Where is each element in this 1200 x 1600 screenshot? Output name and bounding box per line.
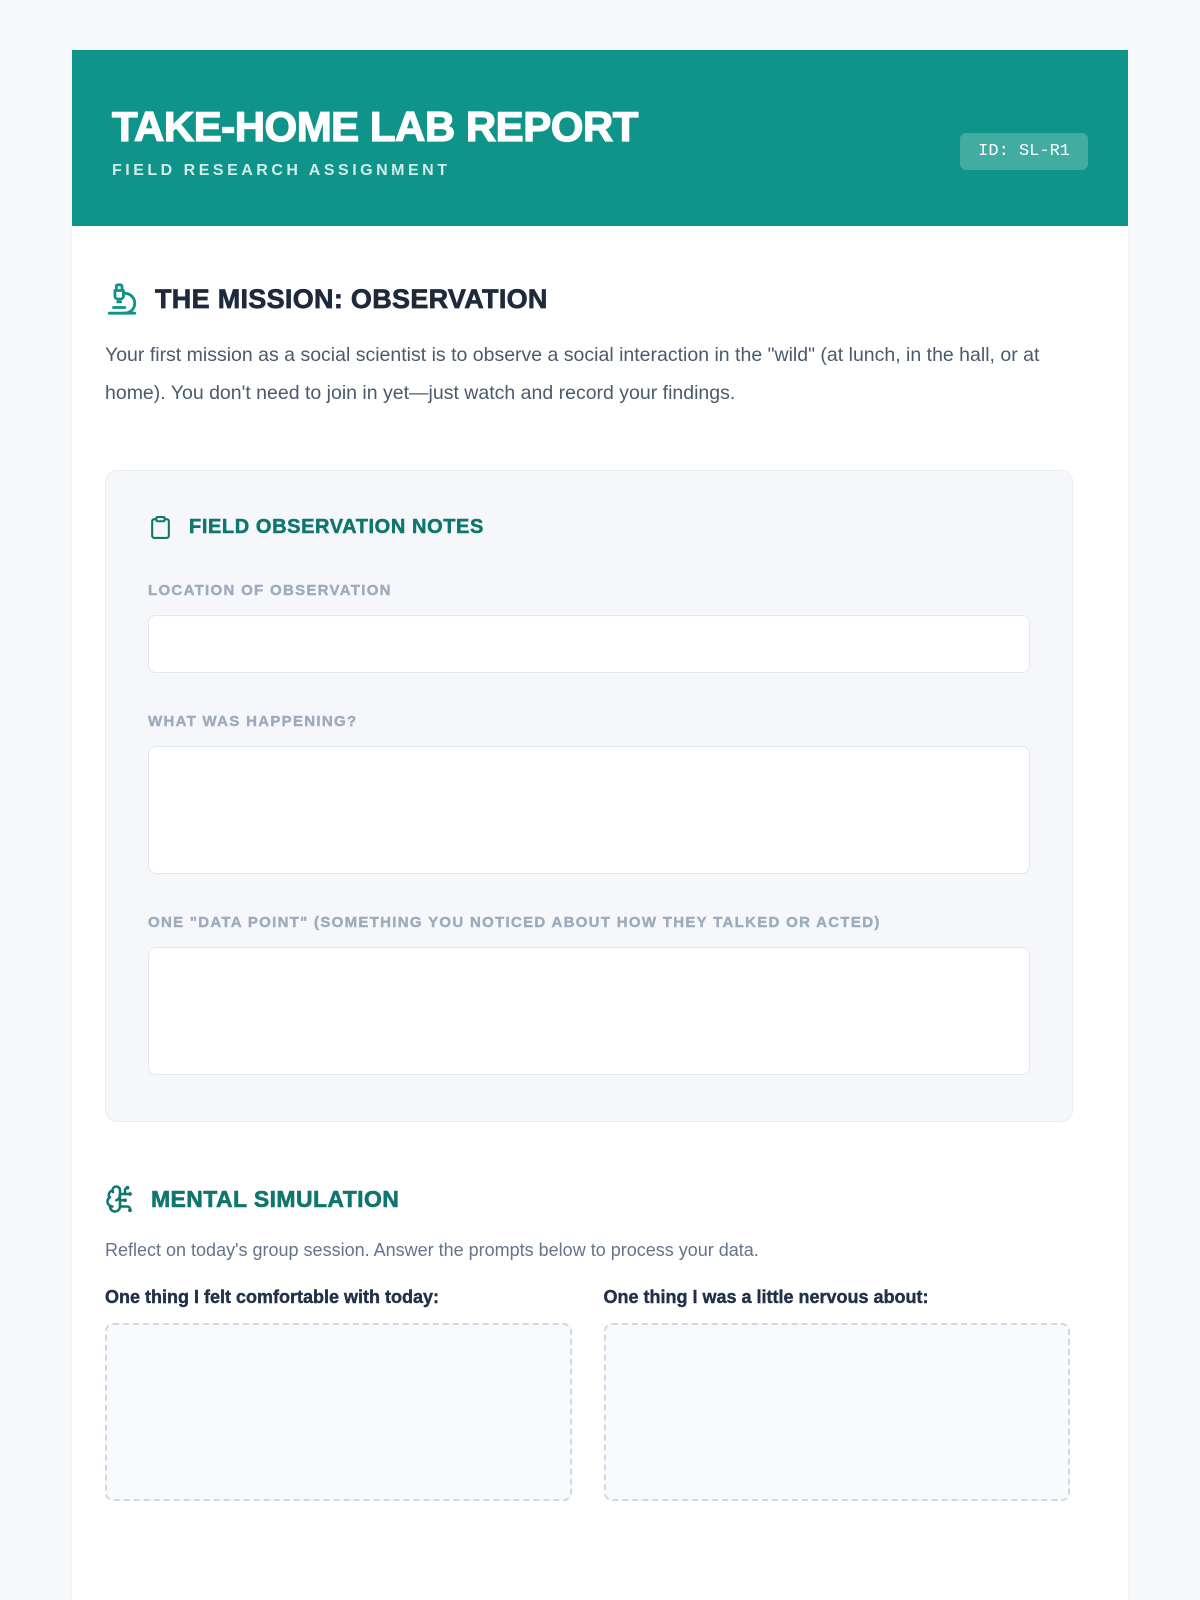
location-field-label: LOCATION OF OBSERVATION — [148, 582, 392, 600]
mental-simulation-section — [105, 1184, 1073, 1501]
nervous-prompt-label: One thing I was a little nervous about: — [603, 1287, 929, 1308]
comfortable-answer-box[interactable] — [105, 1323, 572, 1501]
brain-circuit-icon — [105, 1184, 135, 1214]
mental-simulation-intro: Reflect on today's group session. Answer the prompts below to process your data. — [105, 1240, 759, 1261]
mission-body-text: Your first mission as a social scientist is to observe a social interaction in the "wild" (at lunch, in the hall, or at home). You don't need to join in yet—just watch and record your findings. — [105, 344, 1040, 405]
nervous-prompt — [604, 1287, 1071, 1501]
clipboard-icon — [148, 515, 173, 540]
location-input[interactable] — [148, 615, 1030, 673]
mission-heading: THE MISSION: OBSERVATION — [155, 283, 548, 314]
report-header — [72, 50, 1128, 226]
report-subtitle: FIELD RESEARCH ASSIGNMENT — [112, 162, 451, 179]
lab-report-document — [72, 50, 1128, 1600]
happening-textarea[interactable] — [148, 746, 1030, 874]
comfortable-prompt — [105, 1287, 572, 1501]
field-notes-head — [148, 515, 1030, 540]
reflection-prompts — [105, 1287, 1070, 1501]
data-point-textarea[interactable] — [148, 947, 1030, 1075]
nervous-answer-box[interactable] — [604, 1323, 1071, 1501]
content — [105, 282, 1073, 1501]
field-notes-heading: FIELD OBSERVATION NOTES — [189, 516, 484, 539]
field-notes-card — [105, 470, 1073, 1122]
report-body — [72, 226, 1128, 1501]
comfortable-prompt-label: One thing I felt comfortable with today: — [105, 1287, 440, 1308]
microscope-icon — [105, 282, 139, 316]
data-point-field-label: ONE "DATA POINT" (SOMETHING YOU NOTICED ABOUT HOW THEY TALKED OR ACTED) — [148, 914, 881, 932]
happening-field-label: WHAT WAS HAPPENING? — [148, 713, 358, 731]
report-title: TAKE-HOME LAB REPORT — [112, 103, 638, 150]
report-id-badge: ID: SL-R1 — [960, 133, 1088, 170]
mental-simulation-head — [105, 1184, 1073, 1214]
mental-simulation-heading: MENTAL SIMULATION — [151, 1185, 400, 1212]
mission-section-head — [105, 282, 1073, 316]
mission-section — [105, 282, 1073, 412]
